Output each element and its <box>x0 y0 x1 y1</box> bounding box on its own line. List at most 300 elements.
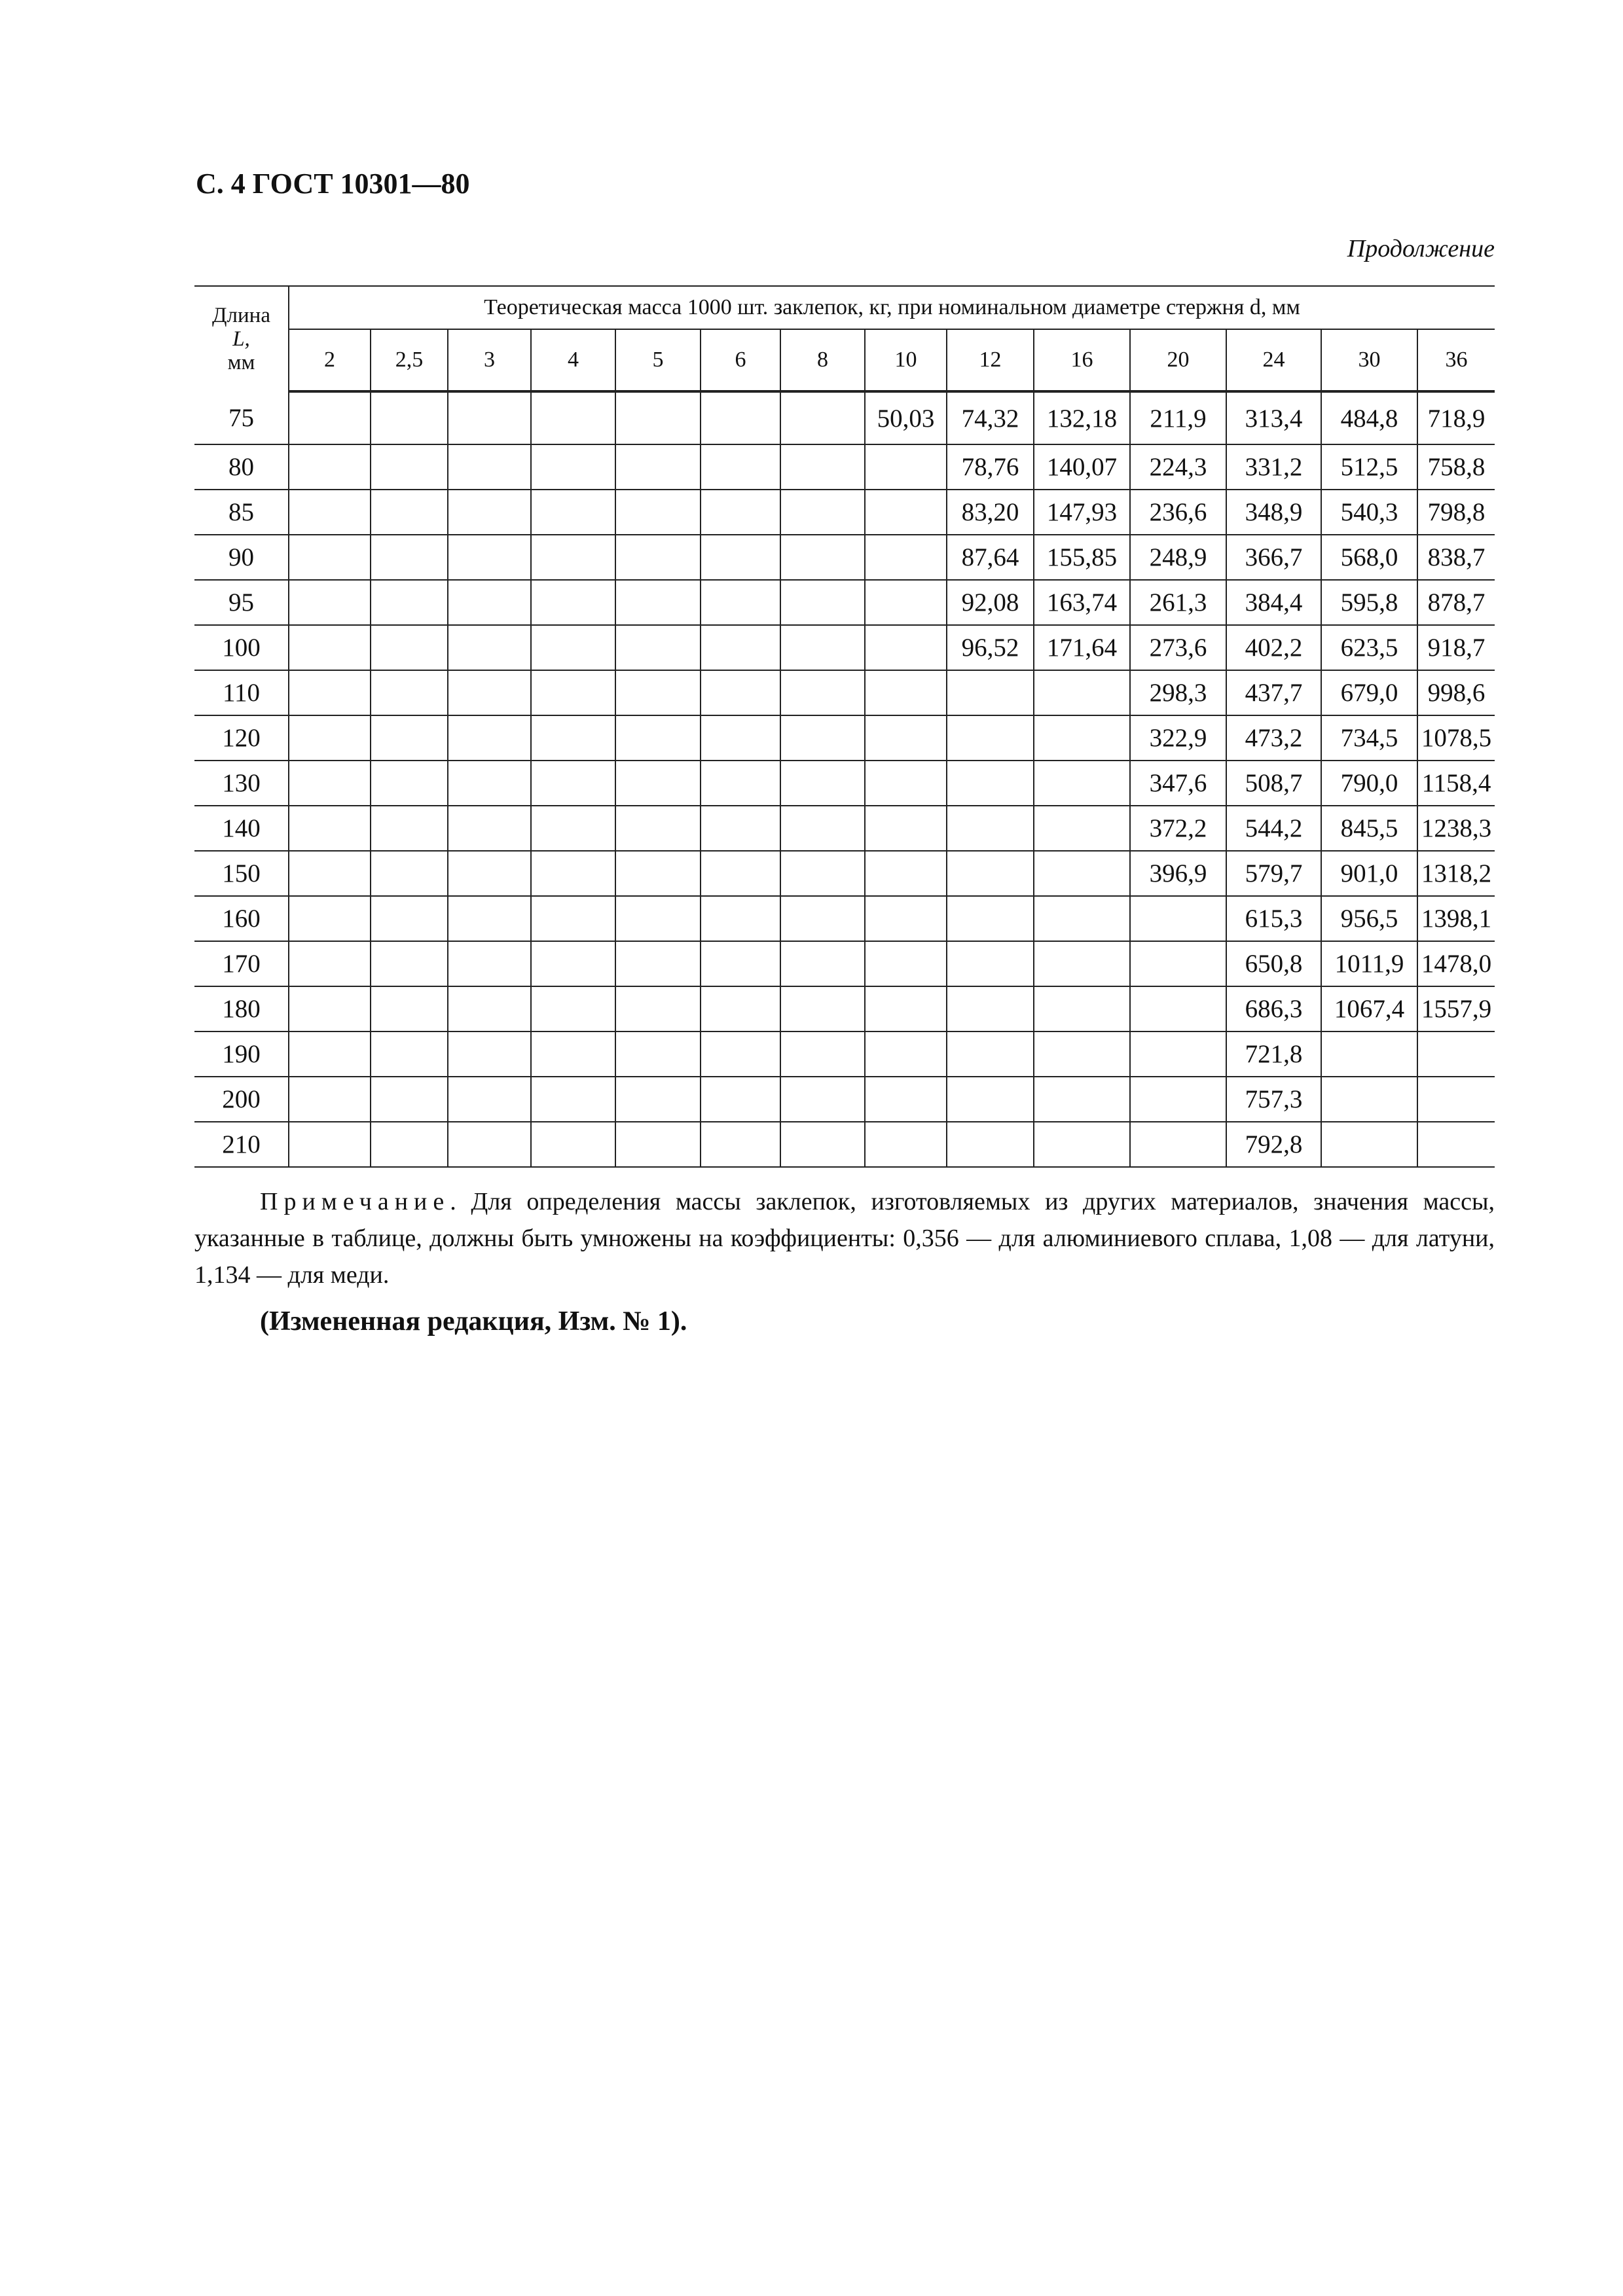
mass-cell <box>371 851 448 896</box>
mass-cell <box>531 941 615 986</box>
mass-cell <box>780 715 865 761</box>
mass-cell <box>289 490 371 535</box>
table-row <box>194 1077 1495 1122</box>
mass-cell <box>531 1031 615 1077</box>
mass-cell <box>531 761 615 806</box>
mass-cell: 878,7 <box>1417 580 1495 625</box>
table-row <box>194 941 1495 986</box>
amendment-note: (Измененная редакция, Изм. № 1). <box>260 1306 687 1336</box>
mass-cell <box>371 1077 448 1122</box>
mass-cell <box>371 580 448 625</box>
mass-cell <box>1130 1031 1226 1077</box>
mass-cell <box>615 986 701 1031</box>
mass-cell <box>448 896 531 941</box>
length-cell: 210 <box>194 1122 289 1167</box>
diameter-header: 3 <box>448 329 531 391</box>
table-note <box>194 1183 1495 1293</box>
length-cell: 85 <box>194 490 289 535</box>
mass-cell: 686,3 <box>1226 986 1321 1031</box>
length-cell: 110 <box>194 670 289 715</box>
mass-cell <box>865 444 947 490</box>
diameter-header: 2,5 <box>371 329 448 391</box>
mass-cell <box>1321 1031 1417 1077</box>
mass-cell: 236,6 <box>1130 490 1226 535</box>
mass-cell: 623,5 <box>1321 625 1417 670</box>
table-row <box>194 715 1495 761</box>
mass-cell: 96,52 <box>947 625 1034 670</box>
rivet-mass-table <box>194 285 1495 1168</box>
length-cell: 130 <box>194 761 289 806</box>
mass-cell: 758,8 <box>1417 444 1495 490</box>
table-row <box>194 625 1495 670</box>
mass-cell <box>531 715 615 761</box>
mass-cell <box>1417 1122 1495 1167</box>
mass-cell <box>1034 896 1130 941</box>
mass-cell: 171,64 <box>1034 625 1130 670</box>
mass-cell <box>371 535 448 580</box>
mass-cell <box>701 715 780 761</box>
mass-cell <box>865 490 947 535</box>
mass-cell <box>371 715 448 761</box>
mass-cell <box>1417 1077 1495 1122</box>
length-cell: 180 <box>194 986 289 1031</box>
diameter-header: 4 <box>531 329 615 391</box>
table-row <box>194 535 1495 580</box>
mass-cell: 248,9 <box>1130 535 1226 580</box>
table-row <box>194 580 1495 625</box>
length-cell: 95 <box>194 580 289 625</box>
mass-cell: 845,5 <box>1321 806 1417 851</box>
mass-cell <box>1321 1122 1417 1167</box>
table-row <box>194 1122 1495 1167</box>
length-cell: 120 <box>194 715 289 761</box>
mass-cell <box>780 1031 865 1077</box>
mass-cell: 798,8 <box>1417 490 1495 535</box>
page-title: С. 4 ГОСТ 10301—80 <box>196 168 470 200</box>
mass-cell <box>1034 1122 1130 1167</box>
length-cell: 75 <box>194 391 289 444</box>
mass-cell: 790,0 <box>1321 761 1417 806</box>
diameter-header: 24 <box>1226 329 1321 391</box>
mass-cell <box>1034 986 1130 1031</box>
mass-cell <box>701 444 780 490</box>
mass-cell <box>615 806 701 851</box>
mass-cell <box>865 1122 947 1167</box>
mass-cell <box>448 761 531 806</box>
mass-cell <box>865 896 947 941</box>
mass-cell <box>615 670 701 715</box>
mass-cell <box>780 806 865 851</box>
mass-cell: 396,9 <box>1130 851 1226 896</box>
diameter-header: 30 <box>1321 329 1417 391</box>
mass-cell: 484,8 <box>1321 391 1417 444</box>
mass-cell: 1067,4 <box>1321 986 1417 1031</box>
table-row <box>194 444 1495 490</box>
mass-cell <box>289 715 371 761</box>
length-cell: 190 <box>194 1031 289 1077</box>
mass-cell <box>701 896 780 941</box>
mass-cell: 384,4 <box>1226 580 1321 625</box>
mass-cell <box>701 580 780 625</box>
table-body <box>194 391 1495 1167</box>
mass-cell <box>1321 1077 1417 1122</box>
mass-cell <box>780 580 865 625</box>
mass-cell <box>947 851 1034 896</box>
mass-cell <box>701 851 780 896</box>
mass-cell <box>289 535 371 580</box>
mass-cell <box>531 580 615 625</box>
note-text: . Для определения массы заклепок, изготовляемых из других материалов, значения массы, указанные в таблице, должны быть умножены на коэффициенты: 0,356 — для алюминиевого сплава, 1,08 — для латуни, 1,134 — для меди. <box>194 1188 1495 1289</box>
mass-cell <box>615 444 701 490</box>
mass-cell <box>947 670 1034 715</box>
mass-cell <box>531 986 615 1031</box>
mass-cell <box>780 391 865 444</box>
diameter-header: 8 <box>780 329 865 391</box>
mass-cell <box>865 625 947 670</box>
mass-cell: 163,74 <box>1034 580 1130 625</box>
mass-cell <box>701 1122 780 1167</box>
mass-cell <box>531 625 615 670</box>
mass-cell <box>865 670 947 715</box>
diameter-header: 6 <box>701 329 780 391</box>
mass-cell: 347,6 <box>1130 761 1226 806</box>
table-row <box>194 986 1495 1031</box>
mass-cell <box>947 896 1034 941</box>
mass-cell: 901,0 <box>1321 851 1417 896</box>
mass-cell: 512,5 <box>1321 444 1417 490</box>
mass-cell <box>289 941 371 986</box>
mass-cell: 83,20 <box>947 490 1034 535</box>
mass-cell: 721,8 <box>1226 1031 1321 1077</box>
length-cell: 160 <box>194 896 289 941</box>
mass-cell: 313,4 <box>1226 391 1321 444</box>
mass-cell: 147,93 <box>1034 490 1130 535</box>
mass-cell <box>448 625 531 670</box>
diameter-header: 20 <box>1130 329 1226 391</box>
mass-cell <box>371 670 448 715</box>
mass-cell <box>780 1122 865 1167</box>
mass-cell <box>448 490 531 535</box>
mass-cell <box>1130 1122 1226 1167</box>
mass-cell <box>615 490 701 535</box>
mass-cell <box>865 941 947 986</box>
mass-cell: 540,3 <box>1321 490 1417 535</box>
mass-cell <box>780 986 865 1031</box>
mass-cell <box>780 535 865 580</box>
mass-cell: 322,9 <box>1130 715 1226 761</box>
mass-cell <box>371 490 448 535</box>
mass-cell <box>947 715 1034 761</box>
mass-cell <box>865 851 947 896</box>
mass-cell: 140,07 <box>1034 444 1130 490</box>
note-label: Примечание <box>260 1188 450 1215</box>
mass-cell <box>865 580 947 625</box>
mass-cell <box>701 986 780 1031</box>
mass-cell <box>947 1077 1034 1122</box>
mass-cell <box>701 941 780 986</box>
mass-cell <box>615 1031 701 1077</box>
mass-cell <box>531 851 615 896</box>
mass-cell: 1011,9 <box>1321 941 1417 986</box>
mass-cell: 508,7 <box>1226 761 1321 806</box>
mass-cell <box>615 1077 701 1122</box>
mass-cell <box>1130 941 1226 986</box>
table-row <box>194 806 1495 851</box>
mass-cell: 615,3 <box>1226 896 1321 941</box>
length-cell: 200 <box>194 1077 289 1122</box>
mass-cell <box>780 851 865 896</box>
length-column-header <box>194 286 289 391</box>
mass-cell <box>947 941 1034 986</box>
mass-cell <box>531 535 615 580</box>
diameter-header: 2 <box>289 329 371 391</box>
mass-cell <box>371 806 448 851</box>
mass-cell <box>1034 1031 1130 1077</box>
mass-cell <box>701 391 780 444</box>
mass-cell <box>289 625 371 670</box>
mass-cell: 579,7 <box>1226 851 1321 896</box>
mass-cell <box>531 444 615 490</box>
mass-cell: 331,2 <box>1226 444 1321 490</box>
mass-cell: 918,7 <box>1417 625 1495 670</box>
mass-cell <box>531 490 615 535</box>
mass-cell <box>615 1122 701 1167</box>
length-header-word: Длина <box>212 304 270 327</box>
mass-cell <box>371 986 448 1031</box>
diameter-header: 5 <box>615 329 701 391</box>
mass-cell: 1478,0 <box>1417 941 1495 986</box>
mass-cell <box>615 625 701 670</box>
mass-cell <box>701 1031 780 1077</box>
mass-cell <box>371 896 448 941</box>
mass-cell <box>289 851 371 896</box>
mass-cell <box>615 580 701 625</box>
mass-cell <box>947 761 1034 806</box>
length-cell: 90 <box>194 535 289 580</box>
mass-cell: 224,3 <box>1130 444 1226 490</box>
diameter-header: 10 <box>865 329 947 391</box>
mass-cell: 402,2 <box>1226 625 1321 670</box>
mass-cell <box>448 670 531 715</box>
mass-cell <box>1034 941 1130 986</box>
mass-cell <box>701 670 780 715</box>
mass-cell: 273,6 <box>1130 625 1226 670</box>
table-row <box>194 490 1495 535</box>
mass-cell <box>615 941 701 986</box>
mass-cell <box>1034 1077 1130 1122</box>
mass-cell <box>865 535 947 580</box>
continuation-label: Продолжение <box>1347 235 1495 262</box>
diameter-header: 12 <box>947 329 1034 391</box>
mass-cell: 1318,2 <box>1417 851 1495 896</box>
mass-cell <box>1034 851 1130 896</box>
mass-cell: 734,5 <box>1321 715 1417 761</box>
mass-cell <box>371 761 448 806</box>
mass-cell <box>289 761 371 806</box>
mass-cell: 650,8 <box>1226 941 1321 986</box>
mass-cell <box>289 1077 371 1122</box>
mass-cell <box>1130 986 1226 1031</box>
mass-cell: 473,2 <box>1226 715 1321 761</box>
mass-cell <box>947 806 1034 851</box>
mass-cell <box>615 535 701 580</box>
mass-cell <box>371 625 448 670</box>
mass-cell: 211,9 <box>1130 391 1226 444</box>
mass-cell <box>448 715 531 761</box>
mass-cell <box>701 490 780 535</box>
table-row <box>194 670 1495 715</box>
mass-cell <box>448 986 531 1031</box>
mass-cell: 298,3 <box>1130 670 1226 715</box>
table-row <box>194 761 1495 806</box>
mass-cell: 155,85 <box>1034 535 1130 580</box>
mass-cell <box>289 444 371 490</box>
mass-cell <box>947 1122 1034 1167</box>
mass-cell <box>371 1031 448 1077</box>
mass-cell: 838,7 <box>1417 535 1495 580</box>
mass-cell: 92,08 <box>947 580 1034 625</box>
mass-cell <box>289 986 371 1031</box>
mass-cell <box>289 580 371 625</box>
mass-cell <box>371 941 448 986</box>
mass-cell <box>865 761 947 806</box>
mass-cell <box>615 715 701 761</box>
mass-cell <box>615 851 701 896</box>
mass-cell <box>448 941 531 986</box>
length-cell: 80 <box>194 444 289 490</box>
length-cell: 100 <box>194 625 289 670</box>
mass-cell <box>448 535 531 580</box>
mass-cell: 998,6 <box>1417 670 1495 715</box>
length-header-symbol: L, <box>232 327 250 351</box>
mass-cell <box>531 391 615 444</box>
note-paragraph <box>194 1183 1495 1293</box>
mass-cell <box>701 535 780 580</box>
mass-cell: 595,8 <box>1321 580 1417 625</box>
mass-cell <box>531 1122 615 1167</box>
mass-cell: 437,7 <box>1226 670 1321 715</box>
mass-cell <box>1034 806 1130 851</box>
mass-cell <box>531 806 615 851</box>
mass-cell: 261,3 <box>1130 580 1226 625</box>
mass-cell: 1078,5 <box>1417 715 1495 761</box>
table-row <box>194 896 1495 941</box>
mass-cell <box>289 896 371 941</box>
mass-cell <box>780 625 865 670</box>
mass-cell <box>1130 1077 1226 1122</box>
mass-cell: 544,2 <box>1226 806 1321 851</box>
mass-cell: 132,18 <box>1034 391 1130 444</box>
mass-cell <box>701 1077 780 1122</box>
mass-cell <box>448 580 531 625</box>
mass-cell: 50,03 <box>865 391 947 444</box>
length-header-unit: мм <box>227 351 255 374</box>
mass-cell <box>371 391 448 444</box>
mass-cell <box>780 896 865 941</box>
mass-cell <box>1034 761 1130 806</box>
diameter-header: 16 <box>1034 329 1130 391</box>
mass-cell <box>448 851 531 896</box>
mass-cell <box>448 1031 531 1077</box>
mass-cell: 1158,4 <box>1417 761 1495 806</box>
mass-cell <box>615 761 701 806</box>
mass-cell <box>448 1122 531 1167</box>
length-cell: 140 <box>194 806 289 851</box>
mass-cell <box>1130 896 1226 941</box>
mass-cell: 1557,9 <box>1417 986 1495 1031</box>
mass-cell: 568,0 <box>1321 535 1417 580</box>
mass-cell <box>531 670 615 715</box>
mass-cell <box>615 896 701 941</box>
mass-cell <box>448 444 531 490</box>
length-cell: 170 <box>194 941 289 986</box>
mass-cell <box>289 1122 371 1167</box>
mass-cell <box>1034 670 1130 715</box>
mass-cell <box>1417 1031 1495 1077</box>
mass-cell: 348,9 <box>1226 490 1321 535</box>
mass-cell <box>865 715 947 761</box>
mass-cell <box>701 761 780 806</box>
mass-cell: 372,2 <box>1130 806 1226 851</box>
mass-cell <box>448 391 531 444</box>
diameter-header-row <box>194 329 1495 391</box>
mass-cell <box>780 444 865 490</box>
mass-cell <box>780 761 865 806</box>
table-row <box>194 1031 1495 1077</box>
mass-cell <box>448 1077 531 1122</box>
mass-cell <box>371 444 448 490</box>
mass-cell <box>531 896 615 941</box>
mass-cell <box>865 1031 947 1077</box>
mass-cell: 718,9 <box>1417 391 1495 444</box>
diameter-header: 36 <box>1417 329 1495 391</box>
mass-cell <box>865 986 947 1031</box>
table-row <box>194 851 1495 896</box>
mass-cell <box>531 1077 615 1122</box>
mass-cell <box>947 986 1034 1031</box>
mass-cell <box>865 1077 947 1122</box>
mass-cell <box>865 806 947 851</box>
length-cell: 150 <box>194 851 289 896</box>
mass-cell <box>289 1031 371 1077</box>
mass-cell <box>701 625 780 670</box>
mass-cell: 366,7 <box>1226 535 1321 580</box>
mass-cell: 1398,1 <box>1417 896 1495 941</box>
mass-cell <box>947 1031 1034 1077</box>
mass-cell: 956,5 <box>1321 896 1417 941</box>
mass-cell <box>289 391 371 444</box>
mass-cell: 679,0 <box>1321 670 1417 715</box>
mass-cell <box>780 490 865 535</box>
mass-cell: 1238,3 <box>1417 806 1495 851</box>
mass-cell <box>371 1122 448 1167</box>
mass-cell <box>701 806 780 851</box>
mass-cell <box>289 806 371 851</box>
mass-cell: 74,32 <box>947 391 1034 444</box>
mass-span-header: Теоретическая масса 1000 шт. заклепок, кг, при номинальном диаметре стержня d, мм <box>289 286 1495 329</box>
mass-cell <box>1034 715 1130 761</box>
mass-cell <box>780 670 865 715</box>
mass-cell: 757,3 <box>1226 1077 1321 1122</box>
mass-cell <box>448 806 531 851</box>
mass-cell <box>615 391 701 444</box>
mass-cell <box>780 1077 865 1122</box>
table-row <box>194 391 1495 444</box>
mass-cell: 87,64 <box>947 535 1034 580</box>
mass-cell <box>289 670 371 715</box>
mass-cell <box>780 941 865 986</box>
mass-cell: 792,8 <box>1226 1122 1321 1167</box>
